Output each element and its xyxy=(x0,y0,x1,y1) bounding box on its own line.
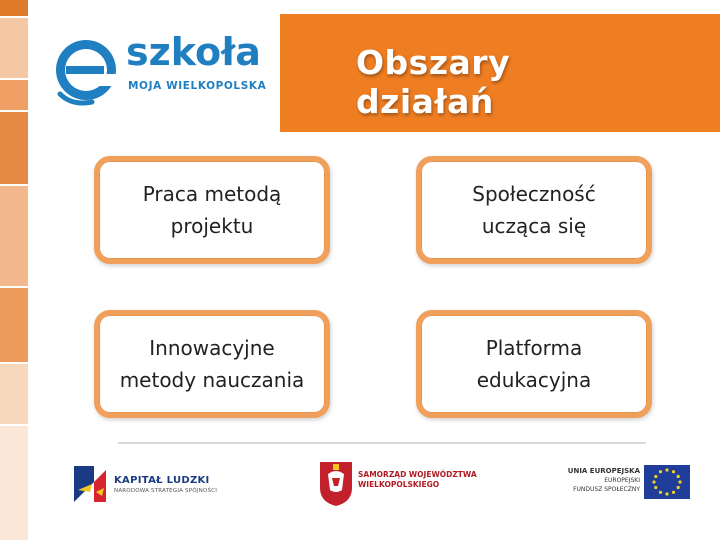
kapital-ludzki-icon xyxy=(70,462,110,506)
area-box-label: Praca metodą projektu xyxy=(142,182,282,238)
area-box-learning-community xyxy=(416,156,652,264)
area-box-label: Platforma edukacyjna xyxy=(476,336,592,392)
area-box-label: Społeczność ucząca się xyxy=(472,182,596,238)
area-box-label: Innowacyjne metody nauczania xyxy=(119,336,305,392)
eu-line1: UNIA EUROPEJSKA xyxy=(567,467,640,475)
kapital-ludzki-subtitle: NARODOWA STRATEGIA SPÓJNOŚCI xyxy=(114,488,218,494)
eu-line2: EUROPEJSKI xyxy=(604,477,640,484)
stripe-segment xyxy=(0,80,28,110)
eu-line3: FUNDUSZ SPOŁECZNY xyxy=(573,486,640,493)
eu-flag-icon xyxy=(644,465,690,499)
stripe-segment xyxy=(0,18,28,78)
eu-text xyxy=(556,467,640,494)
wielkopolska-coat-of-arms-icon xyxy=(318,460,354,508)
page-title: Obszary działań xyxy=(356,43,511,121)
area-box-innovative-methods xyxy=(94,310,330,418)
szkola-logo xyxy=(52,30,272,108)
area-box-project-method xyxy=(94,156,330,264)
kapital-ludzki-title: KAPITAŁ LUDZKI xyxy=(114,475,210,486)
stripe-segment xyxy=(0,288,28,362)
e-letter-icon xyxy=(52,36,124,108)
area-box-education-platform xyxy=(416,310,652,418)
stripe-segment xyxy=(0,112,28,184)
stripe-segment xyxy=(0,186,28,286)
samorzad-line1: SAMORZĄD WOJEWÓDZTWA xyxy=(358,470,477,479)
logo-wordmark: szkoła xyxy=(126,30,261,74)
footer-logos xyxy=(0,448,720,540)
footer-divider xyxy=(118,442,646,444)
samorzad-line2: WIELKOPOLSKIEGO xyxy=(358,480,440,489)
samorzad-text xyxy=(358,470,477,490)
logo-subtitle: MOJA WIELKOPOLSKA xyxy=(128,80,267,92)
stripe-segment xyxy=(0,0,28,16)
kapital-ludzki-text xyxy=(114,475,217,494)
stripe-segment xyxy=(0,364,28,424)
